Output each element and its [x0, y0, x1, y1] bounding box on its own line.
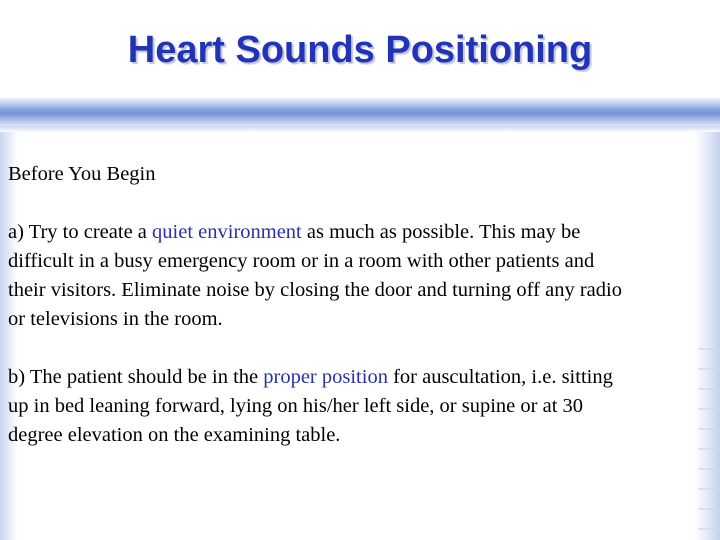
item-a-line-2: difficult in a busy emergency room or in a room with other patients and	[8, 250, 595, 272]
item-a-line-1-start: a) Try to create a	[8, 221, 153, 243]
slide-body	[8, 160, 720, 450]
item-a-line-3: their visitors. Eliminate noise by closing the door and turning off any radio	[8, 279, 622, 301]
proper-position-highlight: proper position	[263, 366, 388, 388]
spacer	[8, 189, 720, 218]
item-b-line-1-start: b) The patient should be in the	[8, 366, 264, 388]
spacer	[8, 334, 720, 363]
title-divider-shadow	[0, 126, 720, 132]
section-heading: Before You Begin	[8, 163, 156, 185]
item-b-line-3: degree elevation on the examining table.	[8, 424, 341, 446]
item-a-line-1	[8, 218, 720, 247]
title-divider-bar	[0, 98, 720, 126]
item-a-line-1-end: as much as possible. This may be	[301, 221, 581, 243]
slide-title: Heart Sounds Positioning	[127, 29, 593, 71]
item-a-line-4: or televisions in the room.	[8, 308, 223, 330]
item-b-line-2: up in bed leaning forward, lying on his/her left side, or supine or at 30	[8, 395, 584, 417]
item-b-line-1	[8, 363, 720, 392]
item-b-line-1-end: for auscultation, i.e. sitting	[387, 366, 613, 388]
quiet-environment-highlight: quiet environment	[152, 221, 302, 243]
